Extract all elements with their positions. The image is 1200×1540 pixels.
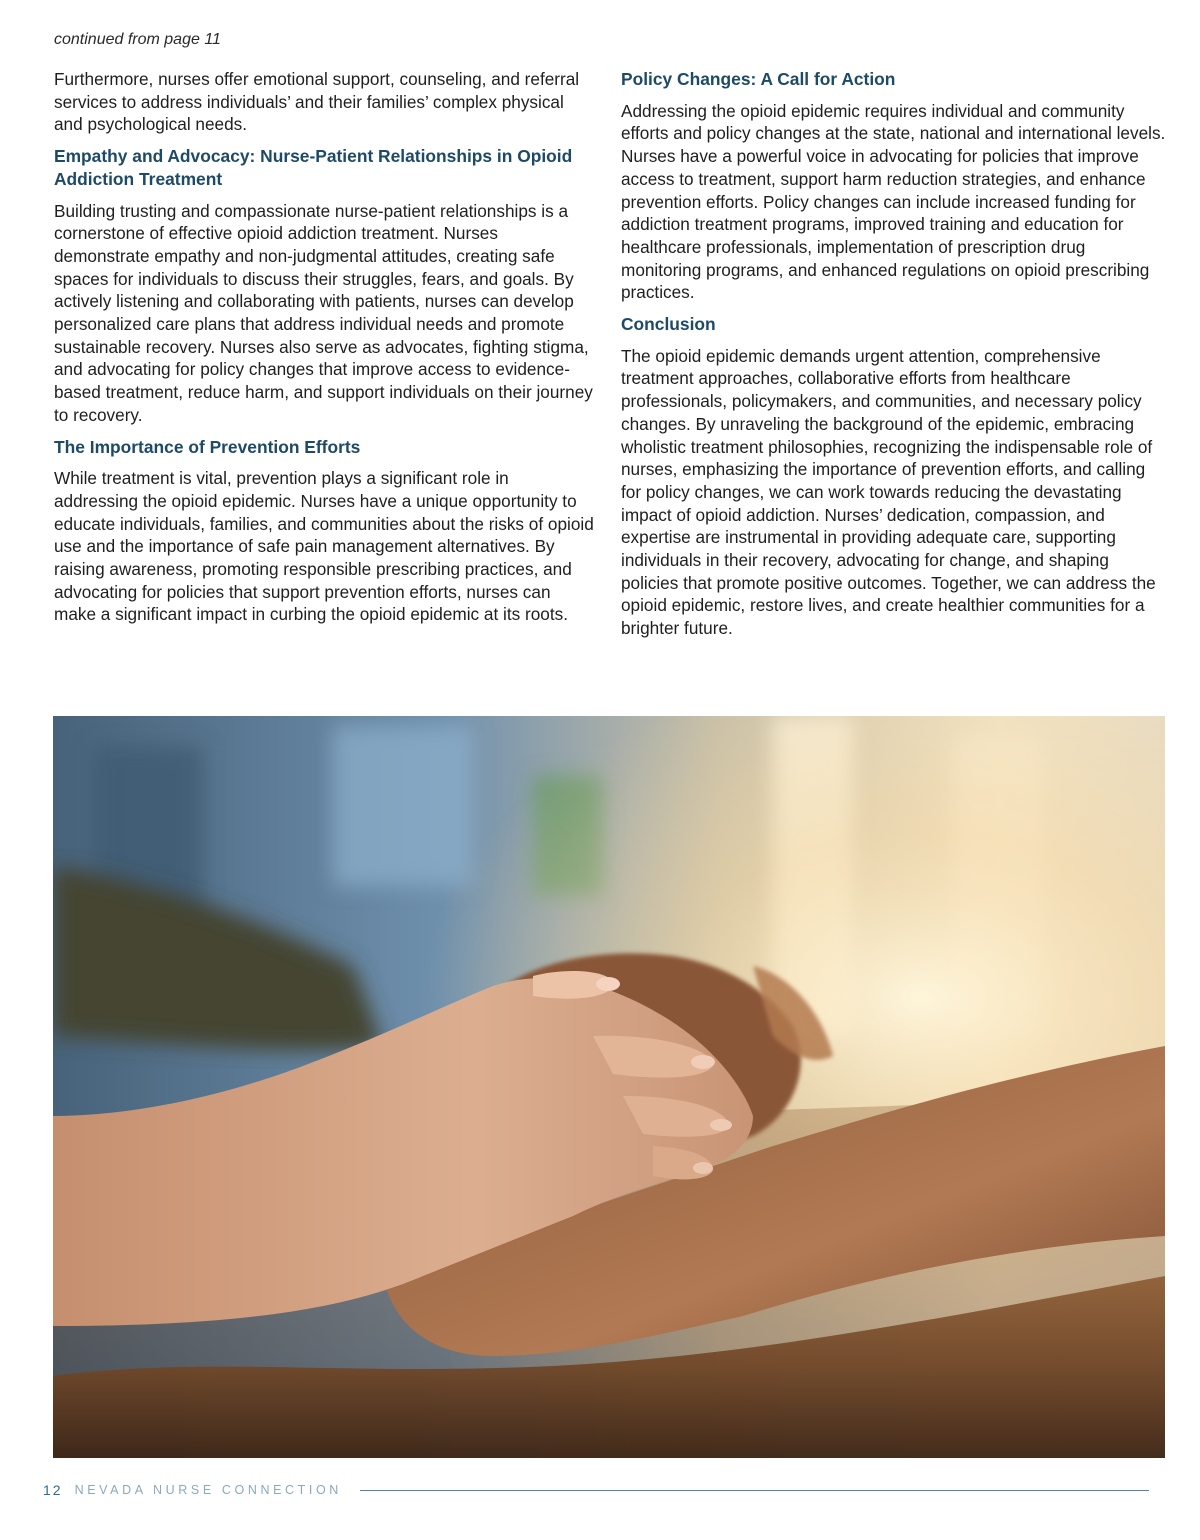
hands-photo-illustration <box>53 716 1165 1458</box>
section-heading-empathy: Empathy and Advocacy: Nurse-Patient Relationships in Opioid Addiction Treatment <box>54 146 573 189</box>
section-body-prevention: While treatment is vital, prevention plays a significant role in addressing the opioid epidemic. Nurses have a unique opportunity to educate individuals, families, and communities about the risks of opioid use and the importance of safe pain management alternatives. By raising awareness, promoting responsible prescribing practices, and advocating for policies that support prevention efforts, nurses can make a significant impact in curbing the opioid epidemic at its roots. <box>54 468 594 625</box>
right-column <box>621 68 1166 649</box>
continued-note: continued from page 11 <box>54 31 221 48</box>
section-heading-conclusion: Conclusion <box>621 314 716 335</box>
publication-name: NEVADA NURSE CONNECTION <box>74 1483 342 1497</box>
section-body-empathy: Building trusting and compassionate nurse-patient relationships is a cornerstone of effective opioid addiction treatment. Nurses demonstrate empathy and non-judgmental attitudes, creating safe spaces for individuals to discuss their struggles, fears, and goals. By actively listening and collaborating with patients, nurses can develop personalized care plans that address individual needs and promote sustainable recovery. Nurses also serve as advocates, fighting stigma, and advocating for policy changes that improve access to evidence-based treatment, reduce harm, and support individuals on their journey to recovery. <box>54 200 593 425</box>
page-number: 12 <box>43 1482 63 1498</box>
section-body-conclusion: The opioid epidemic demands urgent attention, comprehensive treatment approaches, collaborative efforts from healthcare professionals, policymakers, and communities, and necessary policy changes. By unraveling the background of the epidemic, embracing wholistic treatment philosophies, recognizing the indispensable role of nurses, emphasizing the importance of prevention efforts, and calling for policy changes, we can work towards reducing the devastating impact of opioid addiction. Nurses’ dedication, compassion, and expertise are instrumental in providing adequate care, supporting individuals in their recovery, advocating for change, and shaping policies that promote positive outcomes. Together, we can address the opioid epidemic, restore lives, and create healthier communities for a brighter future. <box>621 345 1156 639</box>
page-footer <box>43 1480 1149 1500</box>
footer-divider <box>360 1490 1149 1491</box>
left-column <box>54 68 594 635</box>
section-body-policy: Addressing the opioid epidemic requires individual and community efforts and policy changes at the state, national and international levels. Nurses have a powerful voice in advocating for policies that improve access to treatment, support harm reduction strategies, and enhance prevention efforts. Policy changes can include increased funding for addiction treatment programs, improved training and education for healthcare professionals, implementation of prescription drug monitoring programs, and enhanced regulations on opioid prescribing practices. <box>621 100 1166 303</box>
section-heading-prevention: The Importance of Prevention Efforts <box>54 436 361 457</box>
intro-paragraph: Furthermore, nurses offer emotional support, counseling, and referral services to address individuals’ and their families’ complex physical and psychological needs. <box>54 69 580 135</box>
hands-holding-photo <box>53 716 1165 1458</box>
section-heading-policy: Policy Changes: A Call for Action <box>621 69 896 89</box>
